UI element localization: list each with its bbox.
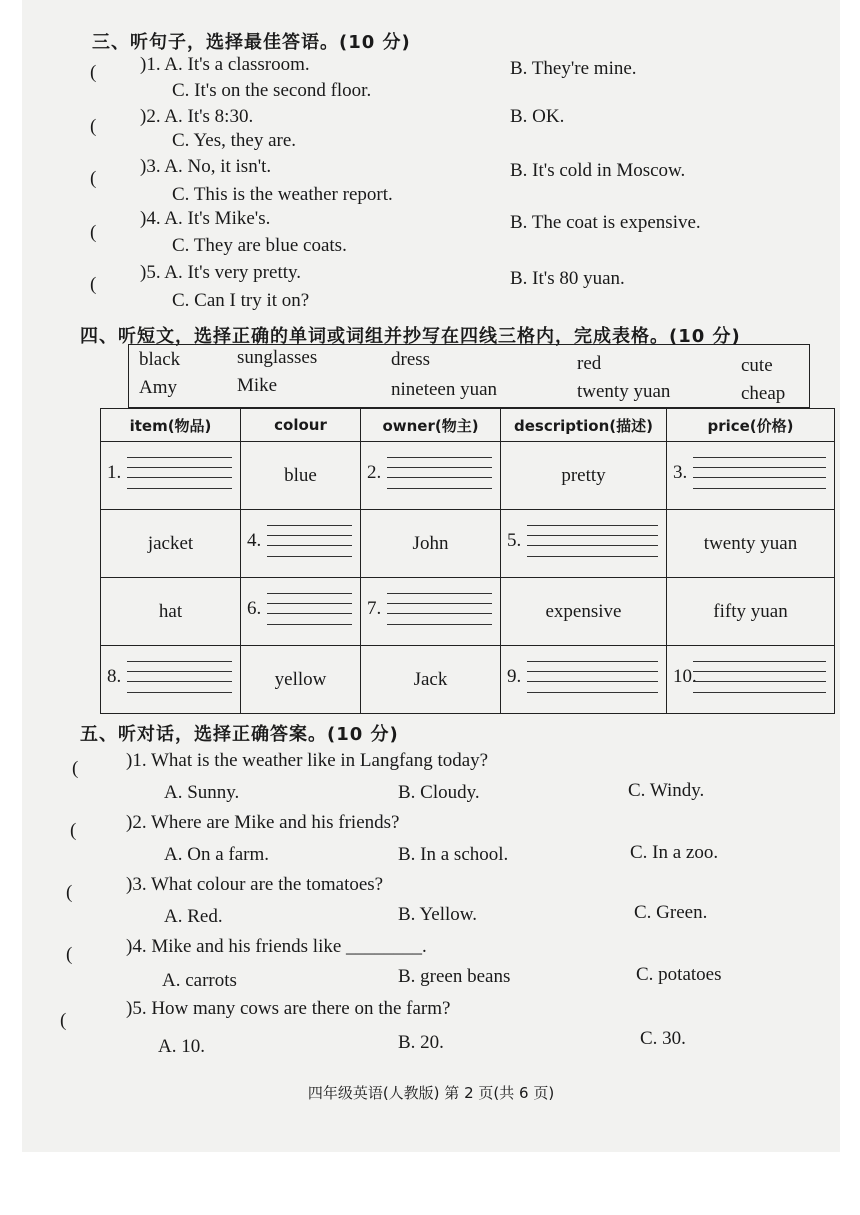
table-cell: yellow bbox=[241, 646, 361, 714]
s3-q3-option-c: C. This is the weather report. bbox=[172, 184, 393, 205]
table-row bbox=[101, 646, 835, 714]
four-line-grid bbox=[127, 457, 232, 489]
answer-blank-10[interactable]: 10. bbox=[667, 643, 834, 710]
answer-paren: ( bbox=[90, 222, 97, 243]
four-line-grid bbox=[693, 457, 826, 489]
answer-blank-1[interactable]: 1. bbox=[101, 439, 240, 506]
answer-blank-9[interactable]: 9. bbox=[501, 643, 666, 710]
four-line-grid bbox=[387, 593, 492, 625]
s5-q5-option-c: C. 30. bbox=[640, 1028, 686, 1049]
word-bank-item: Amy bbox=[139, 377, 177, 398]
s5-q5-option-a: A. 10. bbox=[158, 1036, 205, 1057]
s3-q4-option-b: B. The coat is expensive. bbox=[510, 212, 701, 233]
table-row bbox=[101, 578, 835, 646]
s3-q2-option-a: )2. A. It's 8:30. bbox=[140, 106, 254, 127]
s5-q3-option-a: A. Red. bbox=[164, 906, 223, 927]
s5-q1-option-a: A. Sunny. bbox=[164, 782, 240, 803]
s5-q3-option-b: B. Yellow. bbox=[398, 904, 478, 925]
s3-q1-option-c: C. It's on the second floor. bbox=[172, 80, 372, 101]
table-cell: Jack bbox=[361, 646, 501, 714]
answer-blank-5[interactable]: 5. bbox=[501, 507, 666, 574]
answer-blank-2[interactable]: 2. bbox=[361, 439, 500, 506]
four-line-grid bbox=[387, 457, 492, 489]
word-bank-item: red bbox=[577, 353, 602, 374]
s3-q5-option-a: )5. A. It's very pretty. bbox=[140, 262, 302, 283]
four-line-grid bbox=[693, 661, 826, 693]
s5-q2-option-c: C. In a zoo. bbox=[630, 842, 719, 863]
page-footer: 四年级英语(人教版) 第 2 页(共 6 页) bbox=[307, 1084, 555, 1102]
s3-q3-option-a: )3. A. No, it isn't. bbox=[140, 156, 272, 177]
answer-paren: ( bbox=[90, 62, 97, 83]
answer-paren: ( bbox=[66, 944, 73, 965]
answer-blank-6[interactable]: 6. bbox=[241, 575, 360, 642]
section-5-title: 五、听对话，选择正确答案。(10 分) bbox=[80, 724, 399, 745]
answer-blank-8[interactable]: 8. bbox=[101, 643, 240, 710]
s3-q1-option-b: B. They're mine. bbox=[510, 58, 637, 79]
table-cell: twenty yuan bbox=[667, 510, 835, 578]
s3-q3-option-b: B. It's cold in Moscow. bbox=[510, 160, 686, 181]
s5-q2-option-a: A. On a farm. bbox=[164, 844, 269, 865]
table-cell: John bbox=[361, 510, 501, 578]
section-3-title: 三、听句子，选择最佳答语。(10 分) bbox=[92, 32, 411, 53]
table-row bbox=[101, 442, 835, 510]
s3-q5-option-b: B. It's 80 yuan. bbox=[510, 268, 625, 289]
answer-paren: ( bbox=[60, 1010, 67, 1031]
s5-q1-option-b: B. Cloudy. bbox=[398, 782, 480, 803]
word-bank-item: cheap bbox=[741, 383, 786, 404]
s3-q4-option-a: )4. A. It's Mike's. bbox=[140, 208, 271, 229]
answer-paren: ( bbox=[70, 820, 77, 841]
table-cell: fifty yuan bbox=[667, 578, 835, 646]
table-cell: expensive bbox=[501, 578, 667, 646]
s5-q5-option-b: B. 20. bbox=[398, 1032, 444, 1053]
answer-paren: ( bbox=[90, 274, 97, 295]
four-line-grid bbox=[127, 661, 232, 693]
word-bank-item: twenty yuan bbox=[577, 381, 671, 402]
s5-q4-option-a: A. carrots bbox=[162, 970, 237, 991]
s5-q2-question: )2. Where are Mike and his friends? bbox=[126, 812, 400, 833]
word-bank-item: Mike bbox=[237, 375, 278, 396]
s3-q1-option-a: )1. A. It's a classroom. bbox=[140, 54, 310, 75]
four-line-grid bbox=[267, 525, 352, 557]
table-header-row bbox=[101, 409, 835, 442]
s3-q5-option-c: C. Can I try it on? bbox=[172, 290, 310, 311]
table-cell: pretty bbox=[501, 442, 667, 510]
answer-blank-7[interactable]: 7. bbox=[361, 575, 500, 642]
s5-q2-option-b: B. In a school. bbox=[398, 844, 509, 865]
word-bank-item: cute bbox=[741, 355, 773, 376]
s5-q4-option-b: B. green beans bbox=[398, 966, 511, 987]
four-line-grid bbox=[527, 525, 658, 557]
s5-q3-question: )3. What colour are the tomatoes? bbox=[126, 874, 384, 895]
word-bank-item: nineteen yuan bbox=[391, 379, 498, 400]
column-header-owner: owner(物主) bbox=[361, 409, 501, 442]
word-bank-item: dress bbox=[391, 349, 431, 370]
answer-paren: ( bbox=[66, 882, 73, 903]
table-cell: blue bbox=[241, 442, 361, 510]
word-bank-item: black bbox=[139, 349, 181, 370]
answer-blank-4[interactable]: 4. bbox=[241, 507, 360, 574]
s5-q1-question: )1. What is the weather like in Langfang today? bbox=[126, 750, 489, 771]
s3-q4-option-c: C. They are blue coats. bbox=[172, 235, 347, 256]
answer-blank-3[interactable]: 3. bbox=[667, 439, 834, 506]
word-bank-item: sunglasses bbox=[237, 347, 318, 368]
column-header-description: description(描述) bbox=[501, 409, 667, 442]
word-bank bbox=[128, 344, 810, 408]
answer-paren: ( bbox=[72, 758, 79, 779]
s5-q3-option-c: C. Green. bbox=[634, 902, 708, 923]
table-cell: hat bbox=[101, 578, 241, 646]
s3-q2-option-b: B. OK. bbox=[510, 106, 565, 127]
four-line-grid bbox=[267, 593, 352, 625]
table-row bbox=[101, 510, 835, 578]
s3-q2-option-c: C. Yes, they are. bbox=[172, 130, 297, 151]
exam-page bbox=[22, 0, 840, 1152]
section-4-title: 四、听短文，选择正确的单词或词组并抄写在四线三格内，完成表格。(10 分) bbox=[80, 326, 741, 347]
answer-paren: ( bbox=[90, 168, 97, 189]
s5-q1-option-c: C. Windy. bbox=[628, 780, 705, 801]
column-header-colour: colour bbox=[241, 409, 361, 442]
s5-q4-question: )4. Mike and his friends like ________. bbox=[126, 936, 427, 957]
column-header-item: item(物品) bbox=[101, 409, 241, 442]
answer-paren: ( bbox=[90, 116, 97, 137]
four-line-grid bbox=[527, 661, 658, 693]
column-header-price: price(价格) bbox=[667, 409, 835, 442]
s5-q4-option-c: C. potatoes bbox=[636, 964, 722, 985]
table-cell: jacket bbox=[101, 510, 241, 578]
s5-q5-question: )5. How many cows are there on the farm? bbox=[126, 998, 451, 1019]
info-table bbox=[100, 408, 835, 714]
